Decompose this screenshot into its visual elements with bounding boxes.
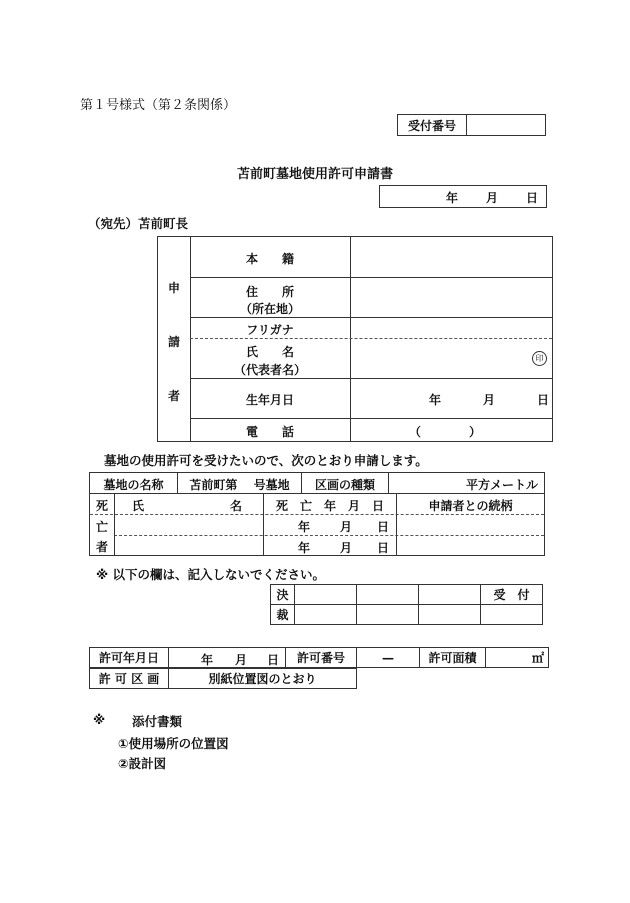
deceased-name-header-1: 氏 (132, 499, 145, 513)
phone-field[interactable] (351, 419, 552, 441)
area-unit-label: 平方メートル (465, 478, 538, 492)
applicant-side-label-3: 者 (167, 389, 180, 403)
applicant-side-label-2: 請 (167, 335, 180, 349)
furigana-field[interactable] (351, 318, 552, 338)
deceased-side-label-1: 死 (95, 499, 108, 513)
relation-field-1[interactable] (397, 515, 544, 535)
death-day-2: 日 (377, 541, 390, 555)
applicant-side-label-1: 申 (167, 281, 180, 295)
permit-year: 年 (201, 653, 214, 667)
honseki-field[interactable] (351, 237, 552, 277)
name-field[interactable] (351, 339, 552, 378)
grave-table (89, 472, 545, 556)
attachments-title: 添付書類 (132, 714, 183, 729)
office-use-note: ※ 以下の欄は、記入しないでください。 (96, 567, 326, 582)
decision-label-1: 決 (271, 585, 295, 605)
relation-field-2[interactable] (397, 536, 544, 555)
deceased-name-field-2[interactable] (115, 536, 263, 555)
death-date-header: 死 亡 年 月 日 (275, 499, 384, 513)
reception-label: 受付番号 (398, 115, 467, 136)
plot-type-label: 区画の種類 (314, 478, 375, 492)
decision-cell (357, 585, 419, 605)
label-birthdate: 生年月日 (245, 393, 294, 407)
permit-date-value (169, 648, 286, 668)
grave-name-label: 墓地の名称 (103, 478, 164, 492)
permit-area-unit: ㎡ (486, 648, 549, 668)
statement: 墓地の使用許可を受けたいので、次のとおり申請します。 (104, 453, 428, 468)
death-month-2: 月 (340, 541, 353, 555)
label-honseki: 本 籍 (245, 252, 294, 266)
decision-cell (419, 605, 481, 625)
death-day-1: 日 (377, 520, 390, 534)
decision-cell (419, 585, 481, 605)
label-phone: 電 話 (245, 425, 294, 439)
label-furigana: フリガナ (246, 323, 294, 337)
attachment-item: ②設計図 (118, 756, 167, 771)
attachment-item: ①使用場所の位置図 (118, 736, 229, 751)
permit-number-value: — (357, 648, 420, 668)
reception-value-field[interactable] (467, 115, 546, 136)
birth-month: 月 (483, 393, 496, 407)
application-date-box[interactable] (379, 185, 547, 208)
permit-month: 月 (235, 653, 248, 667)
decision-cell (481, 605, 543, 625)
permit-date-label: 許可年月日 (90, 648, 169, 668)
permit-area-label: 許可面積 (420, 648, 486, 668)
attachments-mark: ※ (93, 712, 106, 727)
address-field[interactable] (351, 278, 552, 317)
permit-number-label: 許可番号 (286, 648, 357, 668)
form-number: 第１号様式（第２条関係） (80, 98, 237, 113)
relation-header: 申請者との続柄 (428, 499, 513, 513)
permit-table (89, 647, 549, 668)
death-month-1: 月 (340, 520, 353, 534)
decision-cell (295, 605, 357, 625)
applicant-table (157, 236, 553, 442)
date-day: 日 (526, 191, 539, 205)
label-address-sub: （所在地） (239, 302, 300, 316)
death-year-1: 年 (298, 520, 311, 534)
grave-name-value[interactable]: 苫前町第 号墓地 (189, 478, 290, 492)
date-month: 月 (486, 191, 499, 205)
seal-mark-icon: 印 (532, 351, 547, 366)
decision-table (270, 584, 543, 625)
death-year-2: 年 (298, 541, 311, 555)
addressee: （宛先）苫前町長 (88, 216, 189, 231)
reception-number-box (397, 114, 546, 136)
birth-day: 日 (537, 393, 550, 407)
date-year: 年 (446, 191, 459, 205)
deceased-name-header-2: 名 (230, 499, 243, 513)
deceased-name-field-1[interactable] (115, 515, 263, 535)
form-title: 苫前町墓地使用許可申請書 (236, 167, 393, 182)
deceased-side-label-2: 亡 (95, 520, 108, 534)
permit-section-value: 別紙位置図のとおり (169, 669, 357, 689)
phone-parentheses: （ ） (409, 425, 482, 439)
decision-cell (295, 585, 357, 605)
receipt-label: 受 付 (481, 585, 543, 605)
permit-section-table (89, 668, 357, 689)
decision-cell (357, 605, 419, 625)
permit-day: 日 (267, 653, 280, 667)
birthdate-field[interactable] (351, 379, 552, 418)
birth-year: 年 (429, 393, 442, 407)
label-name-sub: （代表者名） (233, 363, 306, 377)
permit-section-label: 許 可 区 画 (90, 669, 169, 689)
deceased-side-label-3: 者 (95, 540, 108, 554)
label-address: 住 所 (245, 285, 294, 299)
label-name: 氏 名 (245, 345, 294, 359)
decision-label-2: 裁 (271, 605, 295, 625)
